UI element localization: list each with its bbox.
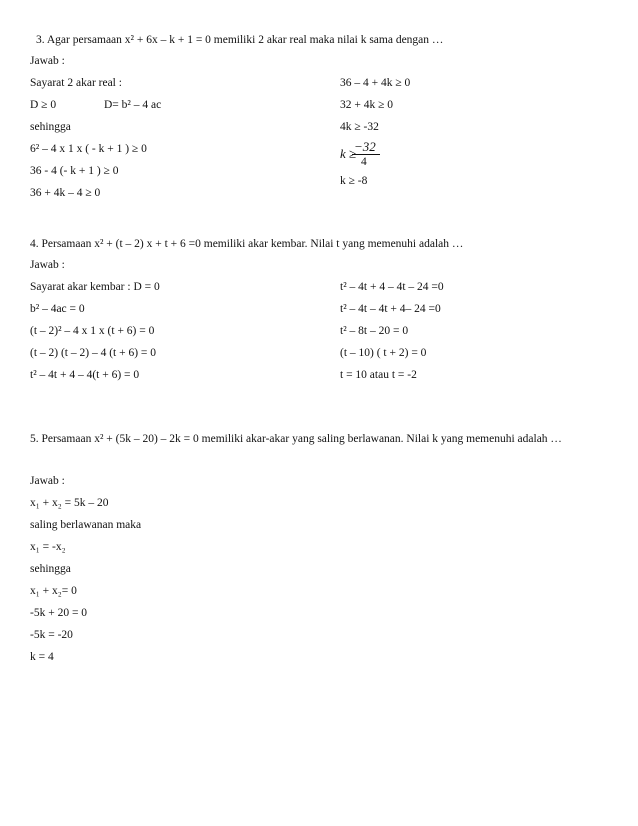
q3-left-line: 6² – 4 x 1 x ( - k + 1 ) ≥ 0	[30, 143, 147, 155]
fraction-lhs: k ≥	[340, 146, 357, 161]
q5-question: 5. Persamaan x² + (5k – 20) – 2k = 0 memiliki akar-akar yang saling berlawanan. Nilai k yang memenuhi adalah …	[30, 433, 562, 445]
q4-left-line: t² – 4t + 4 – 4(t + 6) = 0	[30, 369, 140, 381]
q3-right-line: 4k ≥ -32	[340, 121, 379, 133]
q4-right-line: t² – 4t – 4t + 4– 24 =0	[340, 303, 441, 315]
q4-question: 4. Persamaan x² + (t – 2) x + t + 6 =0 memiliki akar kembar. Nilai t yang memenuhi adalah …	[30, 238, 464, 250]
q5-line: sehingga	[30, 563, 71, 575]
q3-d-condition: D ≥ 0	[30, 99, 57, 111]
q3-jawab: Jawab :	[30, 55, 65, 67]
q5-line: k = 4	[30, 651, 54, 663]
fraction-denominator: 4	[361, 156, 367, 168]
q5-jawab: Jawab :	[30, 475, 65, 487]
q4-left-line: (t – 2)² – 4 x 1 x (t + 6) = 0	[30, 325, 155, 337]
q5-line: x₁ + x₂ = 5k – 20	[30, 497, 109, 509]
q3-left-line: Sayarat 2 akar real :	[30, 77, 122, 89]
q3-right-line: 32 + 4k ≥ 0	[340, 99, 394, 111]
q4-right-line: t² – 8t – 20 = 0	[340, 325, 409, 337]
q3-left-line: sehingga	[30, 121, 71, 133]
fraction-numerator: −32	[354, 139, 376, 154]
q4-right-line: (t – 10) ( t + 2) = 0	[340, 347, 427, 359]
q5-line: x₁ + x₂= 0	[30, 585, 77, 597]
q3-result: k ≥ -8	[340, 175, 368, 187]
q5-line: -5k = -20	[30, 629, 73, 641]
q4-right-line: t = 10 atau t = -2	[340, 369, 417, 381]
q3-question: 3. Agar persamaan x² + 6x – k + 1 = 0 memiliki 2 akar real maka nilai k sama dengan …	[36, 34, 444, 46]
q3-left-line: 36 - 4 (- k + 1 ) ≥ 0	[30, 165, 119, 177]
q4-jawab: Jawab :	[30, 259, 65, 271]
q4-left-line: Sayarat akar kembar : D = 0	[30, 281, 160, 293]
q5-line: -5k + 20 = 0	[30, 607, 88, 619]
fraction-bar	[352, 154, 380, 155]
q4-left-line: (t – 2) (t – 2) – 4 (t + 6) = 0	[30, 347, 157, 359]
q4-right-line: t² – 4t + 4 – 4t – 24 =0	[340, 281, 444, 293]
q5-line: saling berlawanan maka	[30, 519, 142, 531]
q3-fraction	[340, 140, 400, 172]
q3-left-line: 36 + 4k – 4 ≥ 0	[30, 187, 101, 199]
q3-d-formula: D= b² – 4 ac	[104, 99, 162, 111]
q3-right-line: 36 – 4 + 4k ≥ 0	[340, 77, 411, 89]
q5-line: x₁ = -x₂	[30, 541, 66, 553]
q4-left-line: b² – 4ac = 0	[30, 303, 85, 315]
